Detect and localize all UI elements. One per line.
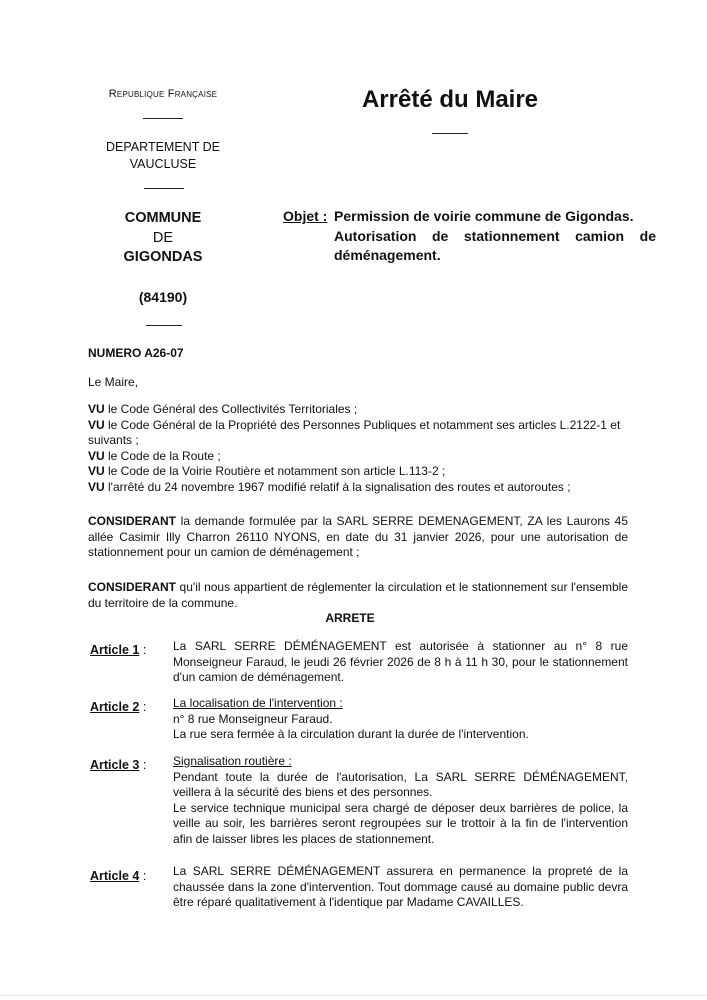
article-3-para1: Pendant toute la durée de l'autorisation, La SARL SERRE DÉMÉNAGEMENT, veillera à la sécurité des biens et des personnes. (173, 769, 628, 799)
vu-list (88, 402, 633, 495)
page-edge (0, 995, 707, 996)
article-2-text (173, 696, 628, 743)
departement-line2: VAUCLUSE (129, 156, 197, 171)
article-4-text: La SARL SERRE DÉMÉNAGEMENT assurera en permanence la propreté de la chaussée dans la zone d'intervention. Tout dommage causé au domaine public devra être réparé qualitativement à l'identique par Madame CAVAILLES. (173, 864, 628, 909)
article-1-label: Article 1 : (90, 643, 147, 657)
considerant-1: CONSIDERANT la demande formulée par la SARL SERRE DEMENAGEMENT, ZA les Laurons 45 allée Casimir Illy Charron 26110 NYONS, en date du 31 janvier 2026, pour une autorisation de stationnement pour un camion de déménagement ; (88, 514, 628, 559)
article-2-heading: La localisation de l'intervention : (173, 696, 343, 710)
article-4-label: Article 4 : (90, 869, 147, 883)
article-1-text: La SARL SERRE DÉMÉNAGEMENT est autorisée à stationner au n° 8 rue Monseigneur Faraud, le jeudi 26 février 2026 de 8 h à 11 h 30, pour le stationnement d'un camion de déménagement. (173, 639, 628, 684)
article-3-para2: Le service technique municipal sera chargé de déposer deux barrières de police, la veille au soir, les barrières seront regroupées sur le trottoir à la fin de l'intervention afin de laisser libres les places de stationnement. (173, 800, 628, 846)
republique-francaise: Republique Française (108, 88, 218, 100)
commune-line1: COMMUNE (124, 210, 202, 226)
article-3-heading: Signalisation routière : (173, 754, 292, 768)
page-title: Arrêté du Maire (361, 86, 539, 113)
article-2-line2: La rue sera fermée à la circulation durant la durée de l'intervention. (173, 727, 529, 741)
commune (88, 209, 238, 268)
numero: NUMERO A26-07 (88, 346, 184, 360)
vu-item: VU le Code Général des Collectivités Territoriales ; (88, 402, 358, 416)
objet-label (283, 207, 327, 226)
article-3-text (173, 754, 628, 847)
commune-line3: GIGONDAS (123, 249, 203, 265)
title-divider (432, 133, 468, 134)
article-2-label: Article 2 : (90, 700, 147, 714)
divider (146, 325, 182, 326)
divider (143, 118, 183, 119)
vu-item: VU le Code de la Voirie Routière et notamment son article L.113-2 ; (88, 464, 446, 478)
vu-item: VU l'arrêté du 24 novembre 1967 modifié relatif à la signalisation des routes et autoroutes ; (88, 479, 571, 494)
vu-item: VU le Code Général de la Propriété des Personnes Publiques et notamment ses articles L.2122-1 et suivants ; (88, 417, 621, 447)
commune-line2: DE (152, 229, 174, 246)
objet-line3: déménagement. (334, 247, 441, 263)
objet-label-text: Objet : (283, 208, 328, 224)
objet-line2: Autorisation de stationnement camion de (334, 227, 656, 244)
article-3-label: Article 3 : (90, 758, 147, 772)
article-2-line1: n° 8 rue Monseigneur Faraud. (173, 711, 333, 726)
considerant-2: CONSIDERANT qu'il nous appartient de réglementer la circulation et le stationnement sur l'ensemble du territoire de la commune. (88, 580, 628, 610)
departement-line1: DEPARTEMENT DE (106, 140, 220, 154)
objet-line1: Permission de voirie commune de Gigondas. (334, 208, 634, 224)
arrete-heading: ARRETE (325, 611, 375, 625)
le-maire: Le Maire, (88, 375, 139, 389)
vu-item: VU le Code de la Route ; (88, 448, 221, 463)
objet-text (334, 207, 656, 266)
departement (88, 139, 238, 172)
postcode: (84190) (138, 289, 188, 305)
divider (144, 188, 184, 189)
